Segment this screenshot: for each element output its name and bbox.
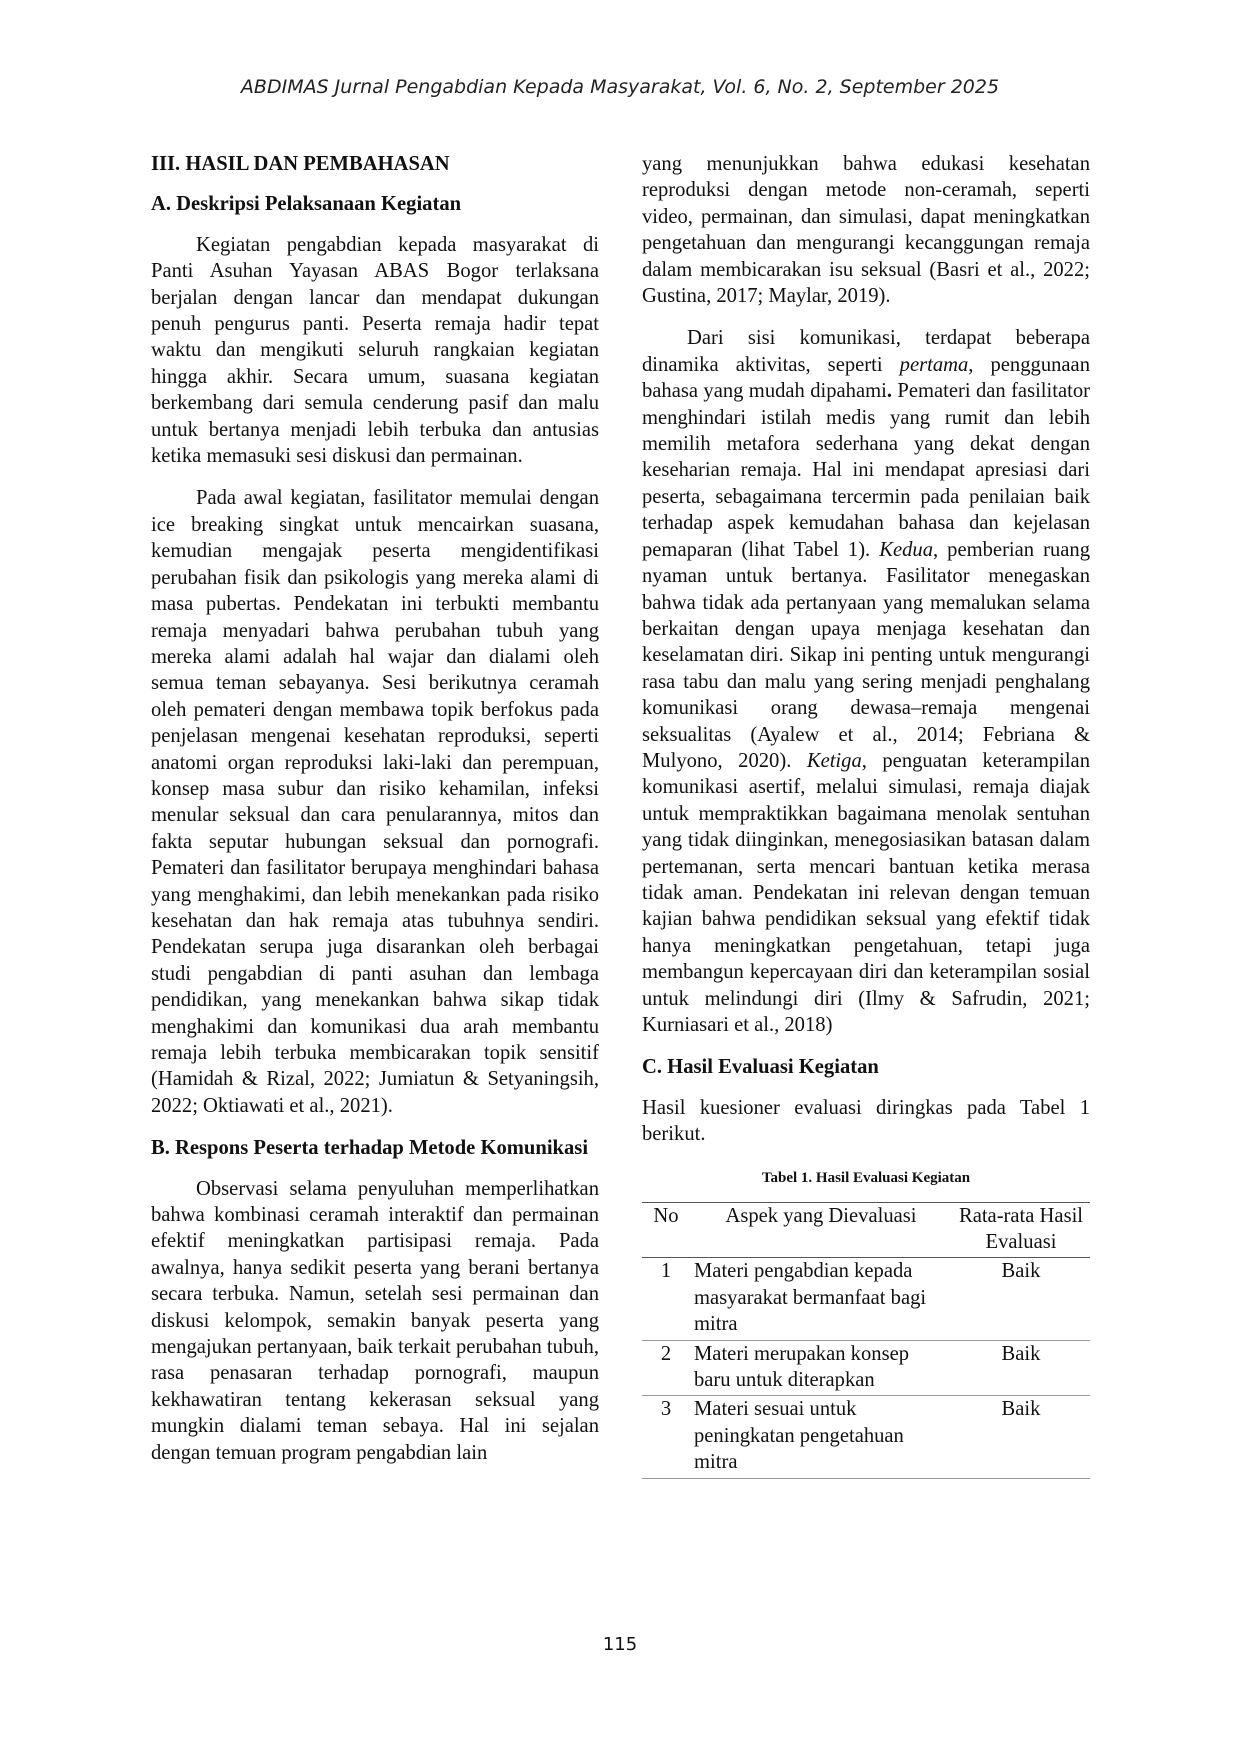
cell-aspect: Materi merupakan konsep baru untuk diterapkan (694, 1342, 910, 1392)
cell-no: 2 (660, 1342, 672, 1365)
paragraph-b1: Observasi selama penyuluhan memperlihatkan bahwa kombinasi ceramah interaktif dan permainan efektif meningkatkan partisipasi remaja. Pada awalnya, hanya sedikit peserta yang berani bertanya secara terbuka. Namun, setelah sesi permainan dan diskusi kelompok, semakin banyak peserta yang mengajukan pertanyaan, baik terkait perubahan tubuh, rasa penasaran terhadap pornografi, maupun kekhawatiran tentang kekerasan seksual yang mungkin dialami teman sebaya. Hal ini sejalan dengan temuan program pengabdian lain (151, 1177, 599, 1464)
paragraph-a1: Kegiatan pengabdian kepada masyarakat di Panti Asuhan Yayasan ABAS Bogor terlaksana berjalan dengan lancar dan mendapat dukungan penuh pengurus panti. Peserta remaja hadir tepat waktu dan mengikuti seluruh rangkaian kegiatan hingga akhir. Secara umum, suasana kegiatan berkembang dari semula cenderung pasif dan malu untuk bertanya menjadi lebih terbuka dan antusias ketika memasuki sesi diskusi dan permainan. (151, 233, 599, 468)
paragraph-b2-text-d: , pemberian ruang nyaman untuk bertanya. Fasilitator menegaskan bahwa tidak ada pertanyaan yang memalukan selama berkaitan dengan upaya menjaga kesehatan dan keselamatan diri. Sikap ini penting untuk mengurangi rasa tabu dan malu yang sering menjadi penghalang komunikasi orang dewasa–remaja mengenai seksualitas (Ayalew et al., 2014; Febriana & Mulyono, 2020). (642, 538, 1090, 772)
paragraph-b1-continued: yang menunjukkan bahwa edukasi kesehatan reproduksi dengan metode non-ceramah, seperti video, permainan, dan simulasi, dapat meningkatkan pengetahuan dan mengurangi kecanggungan remaja dalam membicarakan isu seksual (Basri et al., 2022; Gustina, 2017; Maylar, 2019). (642, 153, 1090, 308)
paragraph-c1: Hasil kuesioner evaluasi diringkas pada Tabel 1 berikut. (642, 1096, 1090, 1146)
evaluation-table (642, 1202, 1090, 1479)
bold-period: . (886, 380, 893, 403)
header-aspect: Aspek yang Dievaluasi (725, 1204, 917, 1227)
emphasis-pertama: pertama (899, 353, 969, 376)
table-caption: Tabel 1. Hasil Evaluasi Kegiatan (761, 1169, 971, 1186)
left-column (151, 151, 599, 1466)
cell-rating: Baik (1001, 1398, 1041, 1421)
table-row (642, 1396, 1090, 1478)
paragraph-b2 (642, 325, 1090, 1038)
page-number: 115 (602, 1634, 638, 1655)
paragraph-b2-text-c: Pemateri dan fasilitator menghindari istilah medis yang rumit dan lebih memilih metafora sederhana yang dekat dengan keseharian remaja. Hal ini mendapat apresiasi dari peserta, sebagaimana tercermin pada penilaian baik terhadap aspek kemudahan bahasa dan kejelasan pemaparan (lihat Tabel 1). (642, 380, 1090, 561)
emphasis-ketiga: Ketiga (806, 749, 862, 772)
cell-aspect: Materi pengabdian kepada masyarakat bermanfaat bagi mitra (694, 1260, 927, 1336)
paragraph-b2-text-b: , penggunaan bahasa yang mudah dipahami (642, 353, 1090, 403)
subsection-c-title: C. Hasil Evaluasi Kegiatan (642, 1056, 879, 1079)
cell-rating: Baik (1001, 1260, 1041, 1283)
section-title: III. HASIL DAN PEMBAHASAN (151, 153, 450, 175)
header-rating: Rata-rata Hasil Evaluasi (958, 1204, 1084, 1254)
table-header-row (642, 1202, 1090, 1258)
table-row (642, 1340, 1090, 1396)
running-header: ABDIMAS Jurnal Pengabdian Kepada Masyarakat, Vol. 6, No. 2, September 2025 (240, 76, 1000, 98)
right-column (642, 151, 1090, 1479)
cell-no: 3 (660, 1398, 672, 1421)
paragraph-a2: Pada awal kegiatan, fasilitator memulai dengan ice breaking singkat untuk mencairkan suasana, kemudian mengajak peserta mengidentifikasi perubahan fisik dan psikologis yang mereka alami di masa pubertas. Pendekatan ini terbukti membantu remaja menyadari bahwa perubahan tubuh yang mereka alami adalah hal wajar dan dialami oleh semua teman sebayanya. Sesi berikutnya ceramah oleh pemateri dengan membawa topik berfokus pada penjelasan mengenai kesehatan reproduksi, seperti anatomi organ reproduksi laki-laki dan perempuan, konsep masa subur dan risiko kehamilan, infeksi menular seksual dan cara penularannya, mitos dan fakta seputar hubungan seksual dan pornografi. Pemateri dan fasilitator berupaya menghindari bahasa yang menghakimi, dan lebih menekankan pada risiko kesehatan dan hak remaja atas tubuhnya sendiri. Pendekatan serupa juga disarankan oleh berbagai studi pengabdian di panti asuhan dan lembaga pendidikan, yang menekankan bahwa sikap tidak menghakimi dan komunikasi dua arah membantu remaja lebih terbuka membicarakan topik sensitif (Hamidah & Rizal, 2022; Jumiatun & Setyaningsih, 2022; Oktiawati et al., 2021). (151, 487, 599, 1117)
cell-no: 1 (660, 1260, 672, 1283)
subsection-b-title: B. Respons Peserta terhadap Metode Komunikasi (151, 1137, 589, 1160)
cell-aspect: Materi sesuai untuk peningkatan pengetahuan mitra (694, 1398, 904, 1474)
header-no: No (653, 1204, 679, 1227)
paragraph-b2-text-e: , penguatan keterampilan komunikasi asertif, melalui simulasi, remaja diajak untuk mempraktikkan bagaimana menolak sentuhan yang tidak diinginkan, menegosiasikan batasan dalam pertemanan, serta mencari bantuan ketika merasa tidak aman. Pendekatan ini relevan dengan temuan kajian bahwa pendidikan seksual yang efektif tidak hanya meningkatkan pengetahuan, tetapi juga membangun kepercayaan diri dan keterampilan sosial untuk melindungi diri (Ilmy & Safrudin, 2021; Kurniasari et al., 2018) (642, 749, 1090, 1036)
paragraph-b2-text-a: Dari sisi komunikasi, terdapat beberapa dinamika aktivitas, seperti (642, 327, 1090, 376)
emphasis-kedua: Kedua (879, 538, 934, 561)
subsection-a-title: A. Deskripsi Pelaksanaan Kegiatan (151, 193, 462, 216)
cell-rating: Baik (1001, 1342, 1041, 1365)
table-row (642, 1258, 1090, 1340)
